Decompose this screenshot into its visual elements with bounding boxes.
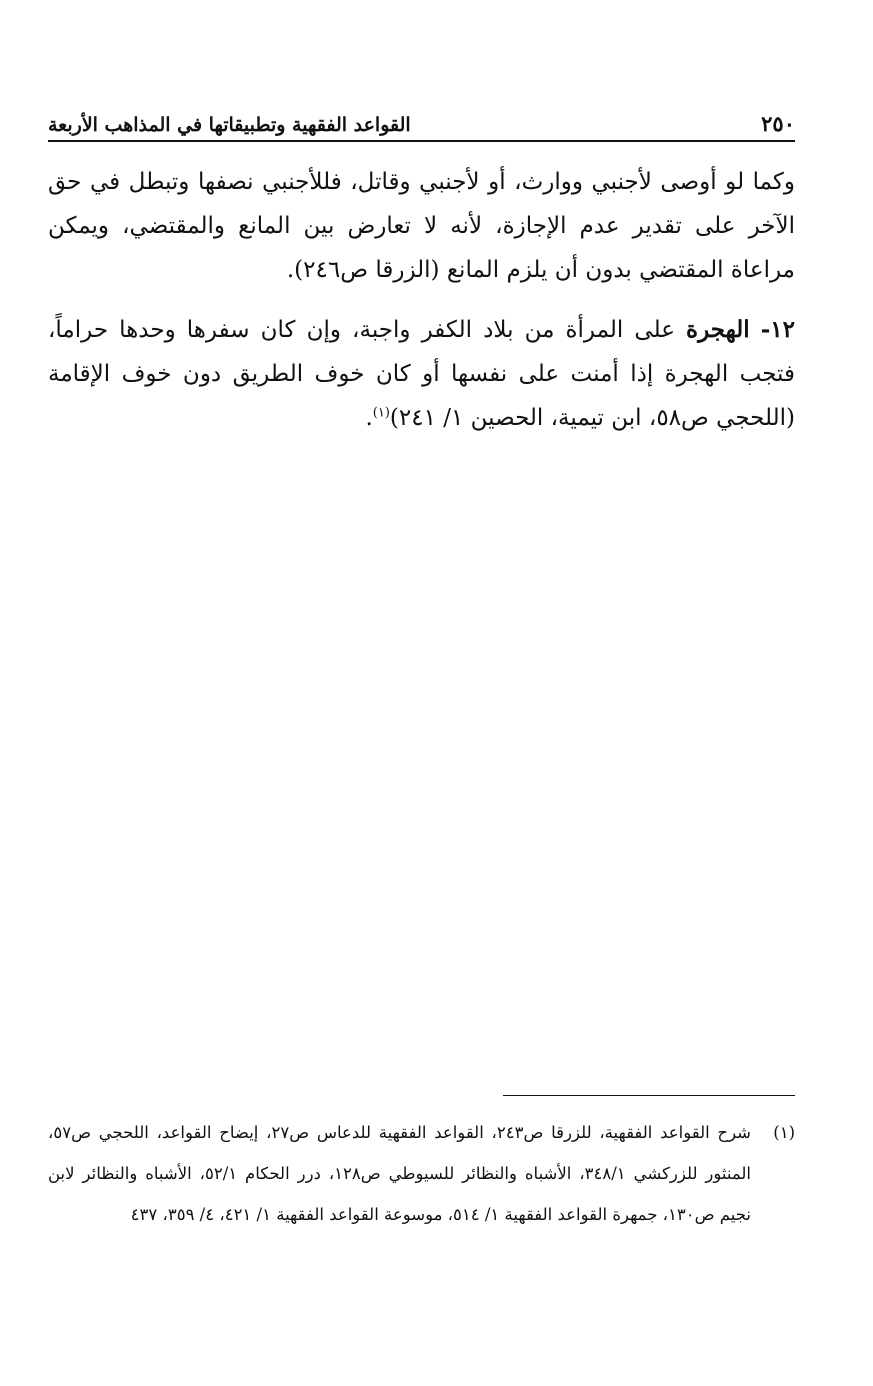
footnotes bbox=[48, 1112, 795, 1235]
footnote-separator bbox=[503, 1095, 795, 1096]
running-title: القواعد الفقهية وتطبيقاتها في المذاهب الأربعة bbox=[48, 114, 411, 136]
footnote-marker: (١) bbox=[773, 1123, 795, 1142]
paragraph-1: وكما لو أوصى لأجنبي ووارث، أو لأجنبي وقاتل، فللأجنبي نصفها وتبطل في حق الآخر على تقدير عدم الإجازة، لأنه لا تعارض بين المانع والمقتضي، ويمكن مراعاة المقتضي بدون أن يلزم المانع (الزرقا ص٢٤٦). bbox=[48, 169, 795, 283]
main-text bbox=[48, 160, 795, 456]
footnote-reference: (١) bbox=[372, 405, 390, 421]
running-head bbox=[48, 100, 795, 136]
footnote bbox=[48, 1112, 795, 1235]
item-keyword: الهجرة bbox=[686, 316, 750, 343]
paragraph-item-12 bbox=[48, 308, 795, 440]
header-rule bbox=[48, 140, 795, 142]
footnote-text: شرح القواعد الفقهية، للزرقا ص٢٤٣، القواعد الفقهية للدعاس ص٢٧، إيضاح القواعد، اللحجي ص٥٧، المنثور للزركشي ٣٤٨/١، الأشباه والنظائر للسيوطي ص١٢٨، درر الحكام ٥٢/١، الأشباه والنظائر لابن نجيم ص١٣٠، جمهرة القواعد الفقهية ١/ ٥١٤، موسوعة القواعد الفقهية ١/ ٤٢١، ٤/ ٣٥٩، ٤٣٧ bbox=[48, 1123, 752, 1224]
page-number: ٢٥٠ bbox=[761, 111, 795, 136]
item-number: ١٢- bbox=[760, 316, 796, 343]
item-text: على المرأة من بلاد الكفر واجبة، وإن كان سفرها وحدها حراماً، فتجب الهجرة إذا أمنت على نفسها أو كان خوف الطريق دون خوف الإقامة (اللحجي ص٥٨، ابن تيمية، الحصين ١/ ٢٤١) bbox=[48, 317, 795, 431]
item-end-punctuation: . bbox=[365, 405, 373, 431]
